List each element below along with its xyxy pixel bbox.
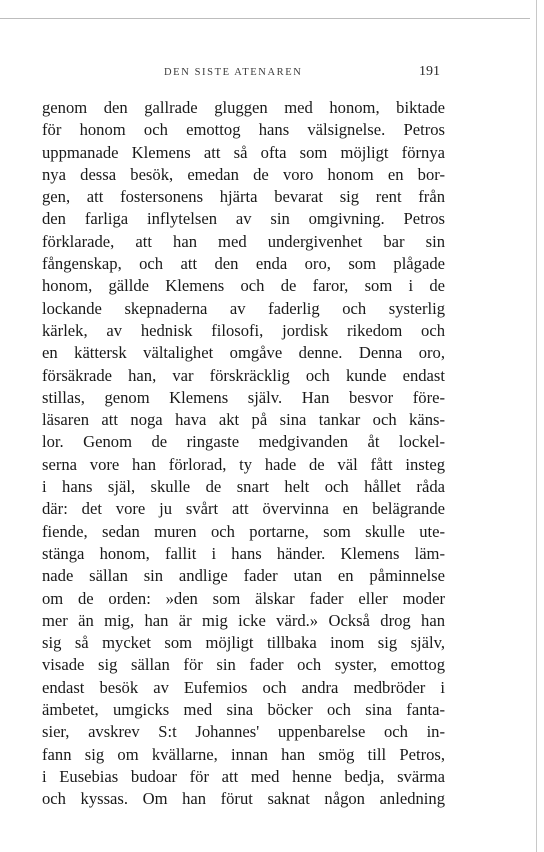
text-line: och kyssas. Om han förut saknat någon anledning bbox=[42, 789, 445, 809]
text-line: endast besök av Eufemios och andra medbröder i bbox=[42, 677, 445, 697]
text-line: serna vore han förlorad, ty hade de väl fått insteg bbox=[42, 454, 445, 474]
text-line: förklarade, att han med undergivenhet bar sin bbox=[42, 231, 445, 251]
text-line: stänga honom, fallit i hans händer. Klemens läm- bbox=[42, 543, 445, 563]
text-line: där: det vore ju svårt att övervinna en belägrande bbox=[42, 499, 445, 519]
text-line: fiende, sedan muren och portarne, som skulle ute- bbox=[42, 521, 445, 541]
text-line: fångenskap, och att den enda oro, som plågade bbox=[42, 254, 445, 274]
text-line: mer än mig, han är mig icke värd.» Också drog han bbox=[42, 610, 445, 630]
text-line: om de orden: »den som älskar fader eller moder bbox=[42, 588, 445, 608]
page-right-edge bbox=[536, 0, 537, 852]
text-line: genom den gallrade gluggen med honom, biktade bbox=[42, 98, 445, 117]
text-line: en kättersk vältalighet omgåve denne. Denna oro, bbox=[42, 343, 445, 363]
text-line: läsaren att noga hava akt på sina tankar och käns- bbox=[42, 410, 445, 430]
page-top-edge bbox=[0, 18, 530, 19]
text-line: lor. Genom de ringaste medgivanden åt lockel- bbox=[42, 432, 445, 452]
text-line: i Eusebias budoar för att med henne bedja, svärma bbox=[42, 766, 445, 786]
text-line: stillas, genom Klemens själv. Han besvor före- bbox=[42, 387, 445, 407]
text-line: gen, att fostersonens hjärta bevarat sig rent från bbox=[42, 187, 445, 207]
text-line: försäkrade han, var förskräcklig och kunde endast bbox=[42, 365, 445, 385]
text-line: nya dessa besök, emedan de voro honom en bor- bbox=[42, 164, 445, 184]
running-head bbox=[0, 66, 544, 82]
running-title: DEN SISTE ATENAREN bbox=[164, 67, 303, 78]
text-line: honom, gällde Klemens och de faror, som i de bbox=[42, 276, 445, 296]
text-line: kärlek, av hednisk filosofi, jordisk rikedom och bbox=[42, 320, 445, 340]
text-line: lockande skepnaderna av faderlig och systerlig bbox=[42, 298, 445, 318]
text-line: uppmanade Klemens att så ofta som möjligt förnya bbox=[42, 142, 445, 162]
page-number: 191 bbox=[419, 64, 440, 79]
text-line: visade sig sällan för sin fader och syster, emottog bbox=[42, 655, 445, 675]
text-line: ämbetet, umgicks med sina böcker och sina fanta- bbox=[42, 700, 445, 720]
text-line: den farliga inflytelsen av sin omgivning. Petros bbox=[42, 209, 445, 229]
body-text bbox=[42, 97, 445, 811]
text-line: fann sig om kvällarne, innan han smög till Petros, bbox=[42, 744, 445, 764]
text-line: sig så mycket som möjligt tillbaka inom sig själv, bbox=[42, 633, 445, 653]
text-line: i hans själ, skulle de snart helt och hållet råda bbox=[42, 477, 445, 497]
text-line: sier, avskrev S:t Johannes' uppenbarelse och in- bbox=[42, 722, 445, 742]
text-line: nade sällan sin andlige fader utan en påminnelse bbox=[42, 566, 445, 586]
text-line: för honom och emottog hans välsignelse. Petros bbox=[42, 120, 445, 140]
